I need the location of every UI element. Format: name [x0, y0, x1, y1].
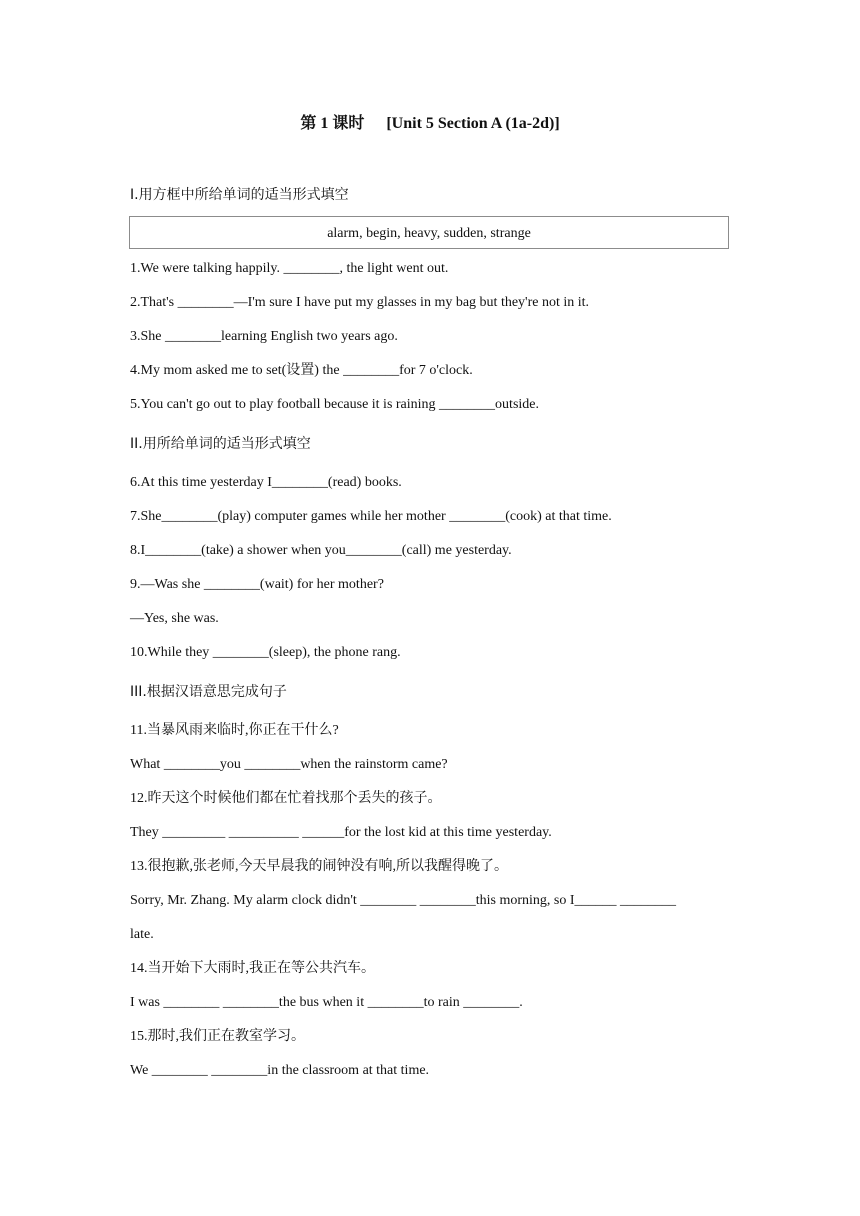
question-8: 8.I________(take) a shower when you________(call) me yesterday. [130, 543, 512, 558]
question-12-chinese: 12.昨天这个时候他们都在忙着找那个丢失的孩子。 [130, 791, 442, 806]
lesson-label: 第 1 课时 [300, 115, 365, 132]
question-9-answer: —Yes, she was. [130, 611, 219, 626]
unit-label: [Unit 5 Section A (1a-2d)] [386, 115, 560, 132]
question-9: 9.—Was she ________(wait) for her mother? [130, 577, 384, 592]
question-13-chinese: 13.很抱歉,张老师,今天早晨我的闹钟没有响,所以我醒得晚了。 [130, 859, 508, 874]
question-13-english-cont: late. [130, 927, 154, 942]
question-10: 10.While they ________(sleep), the phone rang. [130, 645, 401, 660]
question-4: 4.My mom asked me to set(设置) the ________for 7 o'clock. [130, 363, 473, 378]
question-1: 1.We were talking happily. ________, the light went out. [130, 261, 449, 276]
question-7: 7.She________(play) computer games while her mother ________(cook) at that time. [130, 509, 612, 524]
page-title [0, 110, 860, 133]
question-11-chinese: 11.当暴风雨来临时,你正在干什么? [130, 723, 339, 738]
question-3: 3.She ________learning English two years ago. [130, 329, 398, 344]
section-3-heading: III.根据汉语意思完成句子 [130, 684, 287, 700]
section-2-heading: II.用所给单词的适当形式填空 [130, 436, 311, 452]
question-14-chinese: 14.当开始下大雨时,我正在等公共汽车。 [130, 961, 375, 976]
question-12-english: They _________ __________ ______for the lost kid at this time yesterday. [130, 825, 552, 840]
word-box: alarm, begin, heavy, sudden, strange [129, 216, 729, 249]
question-14-english: I was ________ ________the bus when it ________to rain ________. [130, 995, 523, 1010]
question-5: 5.You can't go out to play football because it is raining ________outside. [130, 397, 539, 412]
question-15-chinese: 15.那时,我们正在教室学习。 [130, 1029, 305, 1044]
question-6: 6.At this time yesterday I________(read) books. [130, 475, 402, 490]
section-1-heading: I.用方框中所给单词的适当形式填空 [130, 187, 349, 203]
question-15-english: We ________ ________in the classroom at that time. [130, 1063, 430, 1078]
question-13-english: Sorry, Mr. Zhang. My alarm clock didn't ________ ________this morning, so I______ ________ [130, 893, 677, 908]
question-11-english: What ________you ________when the rainstorm came? [130, 757, 448, 772]
question-2: 2.That's ________—I'm sure I have put my glasses in my bag but they're not in it. [130, 295, 589, 310]
